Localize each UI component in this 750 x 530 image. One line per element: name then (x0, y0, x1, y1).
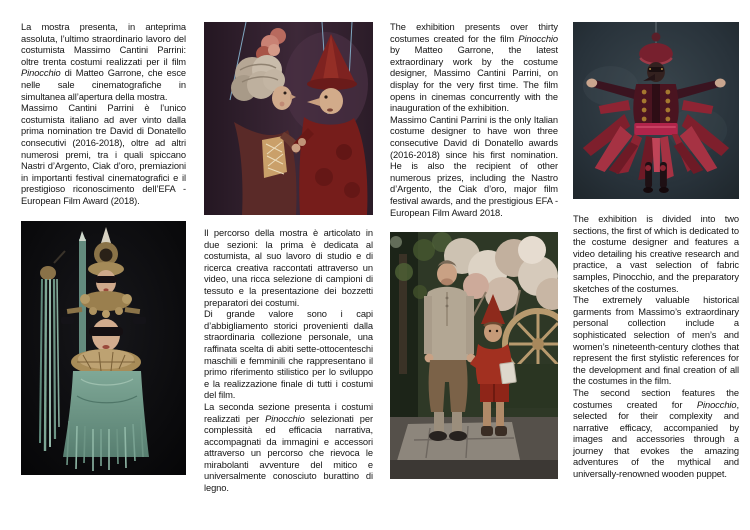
paragraph: Di grande valore sono i capi d’abbigliamento storici provenienti dalla straordinaria collezione personale, una raffinata scelta di abiti sette-ottocenteschi maschili e femminili che rappresentano il primo riferimento stilistico per lo sviluppo e la realizzazione finale di tutti i costumi del film. (204, 309, 373, 401)
totem-banner (79, 231, 86, 357)
photo-masked-totem-costume (21, 221, 186, 475)
panel-italian-intro (21, 22, 186, 475)
english-sections-text (573, 214, 739, 481)
paragraph: The second section features the costumes created for Pinocchio, selected for their complexity and narrative efficacy, accompanied by images and accessories through a journey that evokes the amazing adventures of the mythical and universally-renowned wooden puppet. (573, 387, 739, 480)
paragraph: The exhibition presents over thirty costumes created for the film Pinocchio by Matteo Garrone, the latest extraordinary work by the costume designer, Massimo Cantini Parrini, on display for the very first time. The film opens in cinemas concurrently with the inauguration of the exhibition. (390, 22, 558, 114)
paragraph: Massimo Cantini Parrini è l’unico costumista italiano ad aver vinto dalla prima nomination tre David di Donatello consecutivi (2016-2018), oltre ad altri numerosi premi, tra i quali spiccano Nastri d’Argento, Ciak d’oro, premiazioni in importanti festival cinematografici e il prestigioso riconoscimento dell’EFA - European Film Award (2018). (21, 103, 186, 206)
teal-lace-gown (63, 371, 149, 471)
panel-english-intro (390, 22, 558, 479)
paragraph: The exhibition is divided into two sections, the first of which is dedicated to the costume designer and features a video detailing his creative research and practice, a vast selection of fabric samples, Pinocchio, and the preparatory sketches of the costumes. (573, 214, 739, 294)
ground (390, 417, 558, 479)
film-still-illustration (390, 232, 558, 479)
paragraph: La mostra presenta, in anteprima assoluta, l’ultimo straordinario lavoro del costumista Massimo Cantini Parrini: oltre trenta costumi realizzati per il film Pinocchio di Matteo Garrone, che esce nelle sale cinematografiche in simultanea all’apertura della mostra. (21, 22, 186, 102)
italian-sections-text (204, 228, 373, 495)
panel-italian-sections (204, 22, 373, 495)
photo-red-feather-puppet (573, 22, 739, 199)
photo-geppetto-and-pinocchio (390, 232, 558, 479)
english-intro-text (390, 22, 558, 219)
paragraph: La seconda sezione presenta i costumi realizzati per Pinocchio selezionati per complessità ed efficacia narrativa, accompagnati da immagini e accessori attraverso un percorso che rievoca le mirabolanti avventure del mitico e universalmente conosciuto burattino di legno. (204, 401, 373, 494)
panel-english-sections (573, 22, 739, 481)
italian-intro-text (21, 22, 186, 208)
paragraph: The extremely valuable historical garments from Massimo’s extraordinary personal collection include a sophisticated selection of men’s and women’s nineteenth-century clothes that represent the first stylistic references for the development and final creation of all the costumes in the film. (573, 295, 739, 387)
red-feather-puppet-illustration (573, 22, 739, 199)
masked-totem-costume-illustration (21, 221, 186, 475)
marionettes-illustration (204, 22, 373, 215)
photo-marionettes (204, 22, 373, 215)
paragraph: Massimo Cantini Parrini is the only Italian costume designer to have won three consecutive David di Donatello awards (2016-2018) since his first nomination. He is also the recipient of other numerous prizes, including the Nastro d’Argento, the Ciak d’oro, major film festival awards, and the prestigious EFA - European Film Award 2018. (390, 114, 558, 218)
paragraph: Il percorso della mostra è articolato in due sezioni: la prima è dedicata al costumista, al suo lavoro di studio e di ricerca creativa raccontati attraverso un video, una ricca selezione di campioni di tessuto e la presentazione dei bozzetti preparatori dei costumi. (204, 228, 373, 308)
